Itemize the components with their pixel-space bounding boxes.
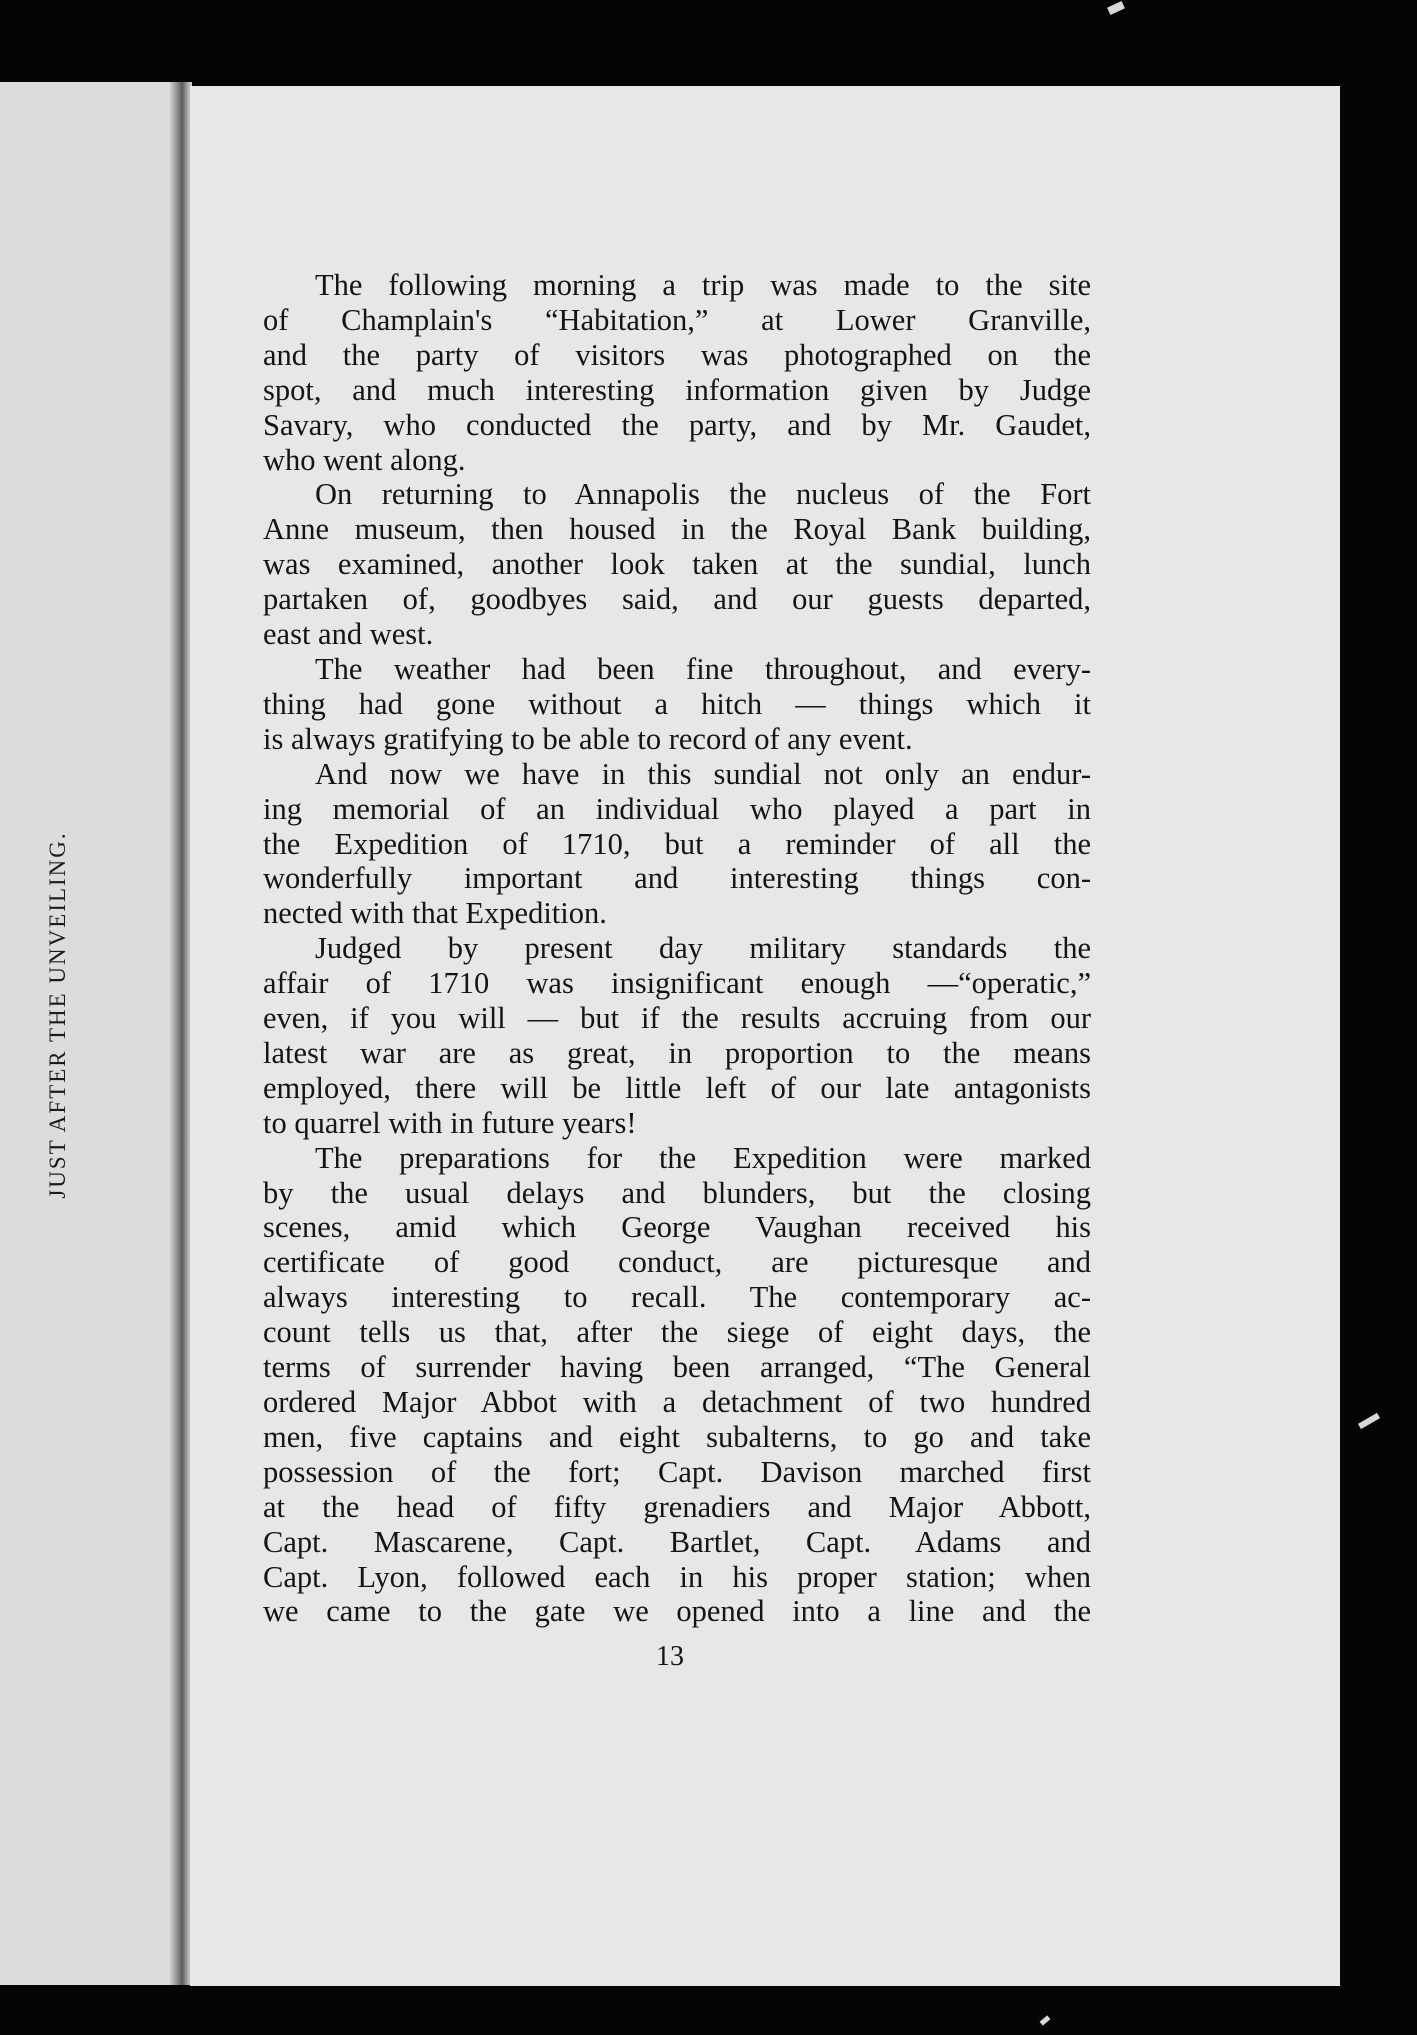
text-line: of Champlain's “Habitation,” at Lower Granville, <box>263 302 1091 337</box>
text-line: nected with that Expedition. <box>263 896 607 931</box>
text-line: count tells us that, after the siege of eight days, the <box>263 1315 1091 1350</box>
text-line: by the usual delays and blunders, but the closing <box>263 1175 1091 1210</box>
text-line: ordered Major Abbot with a detachment of two hundred <box>263 1385 1091 1419</box>
body-text <box>263 268 1091 1629</box>
text-line: and the party of visitors was photographed on the <box>263 337 1091 372</box>
text-line: ing memorial of an individual who played a part in <box>263 791 1091 826</box>
text-line: terms of surrender having been arranged, “The General <box>263 1350 1091 1385</box>
text-line: even, if you will — but if the results accruing from our <box>263 1001 1091 1036</box>
text-line: we came to the gate we opened into a line and the <box>263 1594 1091 1629</box>
text-line: And now we have in this sundial not only an endur- <box>315 756 1091 791</box>
text-line: affair of 1710 was insignificant enough —“operatic,” <box>263 966 1091 1001</box>
text-line: wonderfully important and interesting things con- <box>263 861 1091 896</box>
text-line: east and west. <box>263 617 434 652</box>
running-head-text: JUST AFTER THE UNVEILING. <box>45 831 70 1199</box>
text-line: who went along. <box>263 442 466 477</box>
text-line: possession of the fort; Capt. Davison marched first <box>263 1454 1091 1489</box>
left-page-edge <box>0 82 178 1985</box>
text-line: Capt. Mascarene, Capt. Bartlet, Capt. Adams and <box>263 1524 1091 1559</box>
text-line: The preparations for the Expedition were marked <box>315 1140 1091 1175</box>
text-line: the Expedition of 1710, but a reminder of all the <box>263 826 1091 861</box>
text-line: Judged by present day military standards the <box>315 931 1091 966</box>
text-line: is always gratifying to be able to record of any event. <box>263 721 913 756</box>
text-line: Savary, who conducted the party, and by Mr. Gaudet, <box>263 407 1091 442</box>
text-line: certificate of good conduct, are picturesque and <box>263 1245 1091 1280</box>
text-line: spot, and much interesting information given by Judge <box>263 372 1091 407</box>
text-line: latest war are as great, in proportion to the means <box>263 1035 1091 1070</box>
text-line: was examined, another look taken at the sundial, lunch <box>263 547 1091 582</box>
text-line: at the head of fifty grenadiers and Major Abbott, <box>263 1489 1091 1524</box>
text-line: Capt. Lyon, followed each in his proper station; when <box>263 1559 1091 1594</box>
text-line: The following morning a trip was made to the site <box>315 268 1091 302</box>
text-line: to quarrel with in future years! <box>263 1105 637 1140</box>
running-head <box>45 831 71 1198</box>
text-line: thing had gone without a hitch — things which it <box>263 686 1091 721</box>
text-line: scenes, amid which George Vaughan received his <box>263 1210 1091 1245</box>
text-line: always interesting to recall. The contemporary ac- <box>263 1280 1091 1315</box>
text-line: partaken of, goodbyes said, and our guests departed, <box>263 582 1091 617</box>
text-line: Anne museum, then housed in the Royal Bank building, <box>263 512 1091 547</box>
text-line: employed, there will be little left of our late antagonists <box>263 1070 1091 1105</box>
text-line: men, five captains and eight subalterns, to go and take <box>263 1419 1091 1454</box>
text-line: On returning to Annapolis the nucleus of the Fort <box>315 477 1091 512</box>
page-number: 13 <box>656 1641 684 1672</box>
text-line: The weather had been fine throughout, and every- <box>315 651 1091 686</box>
book-spine <box>170 82 192 1985</box>
